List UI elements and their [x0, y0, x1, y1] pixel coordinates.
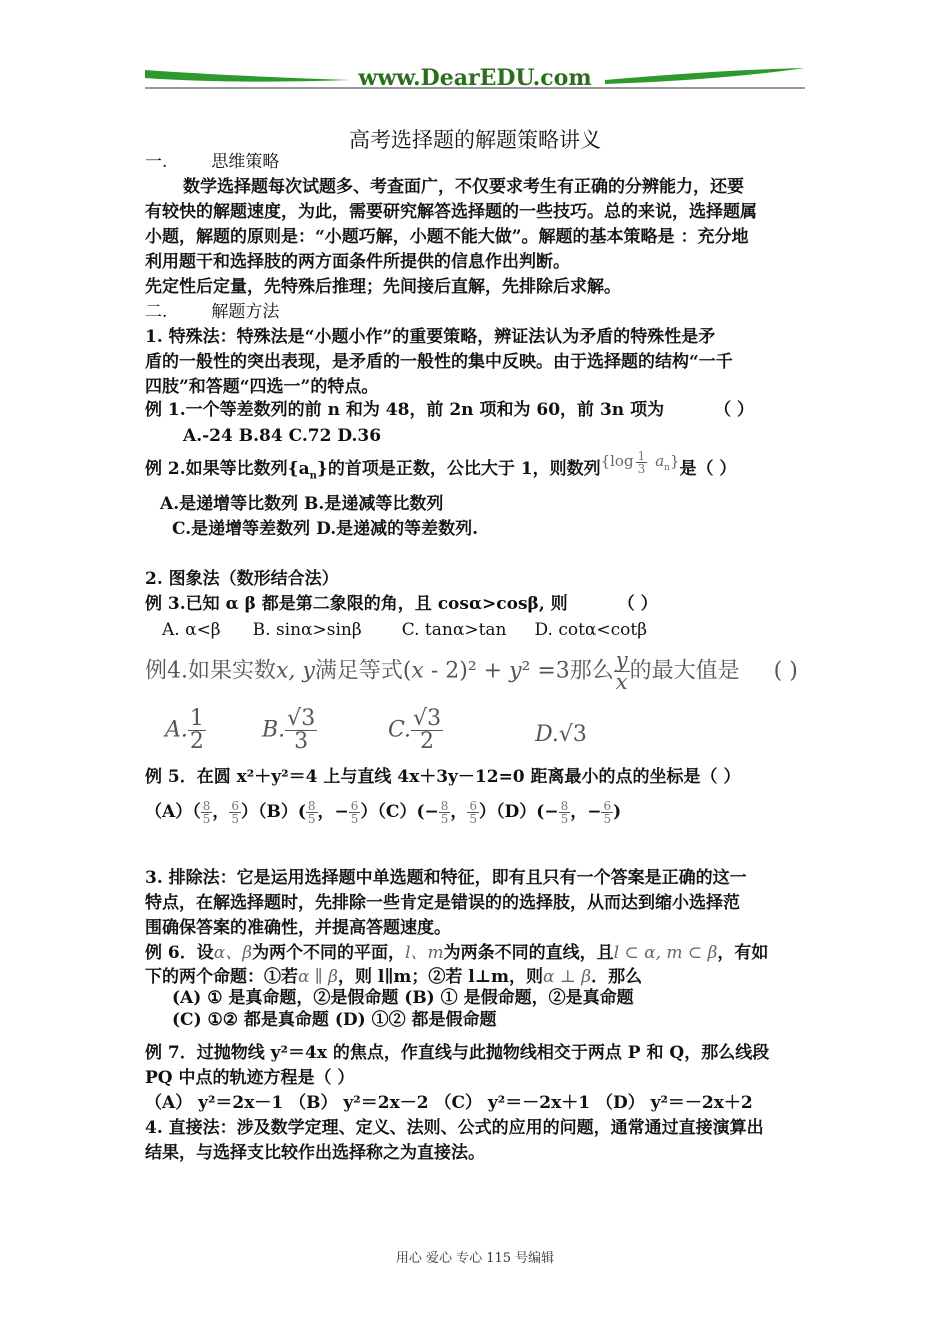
- example-3-options: A. α<β B. sinα>sinβ C. tanα>tan D. cotα<cotβ: [162, 620, 648, 640]
- para-2: 先定性后定量，先特殊后推理；先间接后直解，先排除后求解。: [145, 277, 621, 297]
- example-1-options: A.-24 B.84 C.72 D.36: [183, 426, 382, 446]
- example-1-question: 例 1.一个等差数列的前 n 和为 48，前 2n 项和为 60，前 3n 项为 （ ）: [145, 400, 754, 420]
- para-1-line-4: 利用题干和选择肢的两方面条件所提供的信息作出判断。: [145, 252, 570, 272]
- example-5-question: 例 5．在圆 x²＋y²＝4 上与直线 4x＋3y－12=0 距离最小的点的坐标是（ ）: [145, 767, 741, 787]
- method-3-line-1: 3. 排除法：它是运用选择题中单选题和特征，即有且只有一个答案是正确的这一: [145, 868, 747, 888]
- para-1-line-1: 数学选择题每次试题多、考查面广，不仅要求考生有正确的分辨能力，还要: [183, 177, 744, 197]
- right-swoosh: [605, 68, 805, 84]
- section-1-heading: 一. 思维策略: [145, 152, 280, 172]
- method-2-heading: 2. 图象法（数形结合法）: [145, 569, 339, 589]
- example-2-question: 例 2.如果等比数列$\{a_n\}$的首项是正数，公比大于 1，则数列{log $\frac{1}{3}$ $a_n$}是（ ）: [145, 448, 737, 482]
- method-3-line-2: 特点，在解选择题时，先排除一些肯定是错误的的选择肢，从而达到缩小选择范: [145, 893, 740, 913]
- example-7-options: （A） y²＝2x－1 （B） y²＝2x－2 （C） y²＝－2x＋1 （D） y²＝－2x＋2: [145, 1093, 753, 1113]
- example-4-option-a: A. $\frac{1}{2}$: [165, 706, 204, 754]
- example-3-question: 例 3.已知 α β 都是第二象限的角，且 cosα>cosβ, 则 （ ）: [145, 594, 658, 614]
- example-6-line-2: 下的两个命题：①若α ∥ β，则 l∥m；②若 l⊥m，则α ⊥ β．那么: [145, 967, 643, 987]
- method-1-line-2: 盾的一般性的突出表现，是矛盾的一般性的集中反映。由于选择题的结构“一千: [145, 352, 733, 372]
- method-4-line-2: 结果，与选择支比较作出选择称之为直接法。: [145, 1143, 485, 1163]
- example-2-options-1: A.是递增等比数列 B.是递减等比数列: [160, 494, 444, 514]
- example-7-line-1: 例 7．过抛物线 y²＝4x 的焦点，作直线与此抛物线相交于两点 P 和 Q，那么线段: [145, 1043, 770, 1063]
- site-header-banner: [0, 0, 950, 100]
- example-7-line-2: PQ 中点的轨迹方程是（ ）: [145, 1068, 355, 1088]
- method-4-line-1: 4. 直接法：涉及数学定理、定义、法则、公式的应用的问题，通常通过直接演算出: [145, 1118, 764, 1138]
- page-footer: 用心 爱心 专心 115 号编辑: [395, 1251, 555, 1266]
- page-title: 高考选择题的解题策略讲义: [349, 128, 601, 152]
- section-2-heading: 二. 解题方法: [145, 302, 280, 322]
- left-swoosh: [145, 70, 350, 82]
- example-4-question: 例4.如果实数x, y满足等式(x - 2)² + y² =3那么 $\frac{y}{x}$ 的最大值是 ( ): [145, 648, 798, 694]
- example-4-option-d: D.√3: [535, 722, 587, 747]
- example-6-options-1: (A) ① 是真命题，②是假命题 (B) ① 是假命题，②是真命题: [172, 988, 634, 1008]
- example-4-option-b: B. $\frac{√3}{3}$: [262, 706, 316, 754]
- log-expression: {log $\frac{1}{3}$ $a_n$}: [600, 448, 680, 476]
- para-1-line-2: 有较快的解题速度，为此，需要研究解答选择题的一些技巧。总的来说，选择题属: [145, 202, 757, 222]
- example-2-options-2: C.是递增等差数列 D.是递减的等差数列.: [172, 519, 479, 539]
- example-4-option-c: C. $\frac{√3}{2}$: [388, 706, 442, 754]
- example-5-options: （A）（ $\frac{8}{5}$ ， $\frac{6}{5}$ ）（B）( $\frac{8}{5}$ ，− $\frac{6}{5}$ ）（C）(− $\frac{8}{5}$ ， $\frac{6}{5}$ ）（D）(− $\frac{8}{5}$ ，− $\frac{6}{5}$ ): [145, 799, 622, 826]
- site-name: www.DearEDU.com: [358, 65, 592, 91]
- method-1-line-1: 1. 特殊法：特殊法是“小题小作”的重要策略，辨证法认为矛盾的特殊性是矛: [145, 327, 716, 347]
- example-6-line-1: 例 6．设α、β为两个不同的平面，l、m为两条不同的直线，且l ⊂ α, m ⊂ β，有如: [145, 943, 769, 963]
- example-6-options-2: (C) ①② 都是真命题 (D) ①② 都是假命题: [172, 1010, 497, 1030]
- method-1-line-3: 四肢”和答题“四选一”的特点。: [145, 377, 379, 397]
- method-3-line-3: 围确保答案的准确性，并提高答题速度。: [145, 918, 451, 938]
- para-1-line-3: 小题，解题的原则是：“小题巧解，小题不能大做”。解题的基本策略是 ：充分地: [145, 227, 749, 247]
